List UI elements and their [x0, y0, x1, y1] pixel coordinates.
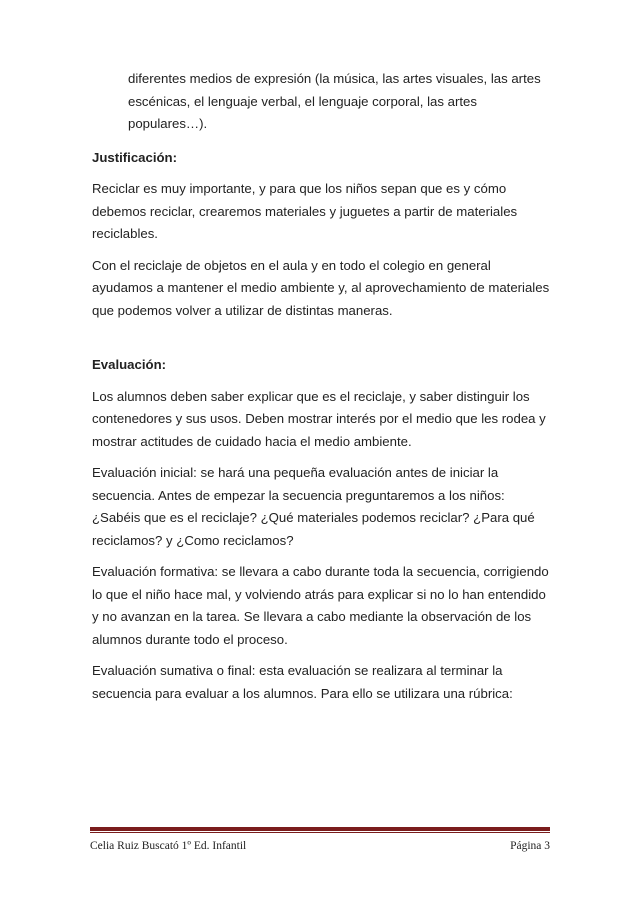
intro-continuation: diferentes medios de expresión (la música, las artes visuales, las artes escénicas, el lenguaje verbal, el lenguaje corporal, las artes populares…).: [128, 71, 541, 131]
evaluacion-formativa-paragraph: Evaluación formativa: se llevara a cabo durante toda la secuencia, corrigiendo lo que el niño hace mal, y volviendo atrás para explicar si no lo han entendido y no avanzan en la tarea. Se llevara a cabo mediante la observación de los alumnos durante todo el proceso.: [92, 564, 549, 647]
evaluacion-sumativa-paragraph: Evaluación sumativa o final: esta evaluación se realizara al terminar la secuencia para evaluar a los alumnos. Para ello se utilizara una rúbrica:: [92, 663, 513, 701]
evaluacion-paragraph-1: Los alumnos deben saber explicar que es el reciclaje, y saber distinguir los contenedores y sus usos. Deben mostrar interés por el medio que les rodea y mostrar actitudes de cuidado hacia el medio ambiente.: [92, 388, 546, 449]
evaluacion-heading: Evaluación:: [92, 357, 167, 372]
justificacion-heading: Justificación:: [92, 149, 178, 165]
footer-page-number: Página 3: [510, 840, 550, 852]
section-spacer: [92, 331, 552, 354]
footer-rule-thin: [90, 832, 550, 833]
evaluacion-inicial-paragraph: Evaluación inicial: se hará una pequeña evaluación antes de iniciar la secuencia. Antes de empezar la secuencia preguntaremos a los niños: ¿Sabéis que es el reciclaje? ¿Qué materiales podemos reciclar? ¿Para qué reciclamos? y ¿Como reciclamos?: [92, 465, 535, 548]
footer-author: Celia Ruiz Buscató 1º Ed. Infantil: [90, 840, 247, 852]
footer-rule-thick: [90, 827, 550, 831]
page-body: [92, 68, 552, 714]
justificacion-paragraph-2: Con el reciclaje de objetos en el aula y en todo el colegio en general ayudamos a mantener el medio ambiente y, al aprovechamiento de materiales que podemos volver a utilizar de distintas maneras.: [92, 257, 550, 318]
justificacion-paragraph-1: Reciclar es muy importante, y para que los niños sepan que es y cómo debemos reciclar, crearemos materiales y juguetes a partir de materiales reciclables.: [92, 181, 518, 241]
